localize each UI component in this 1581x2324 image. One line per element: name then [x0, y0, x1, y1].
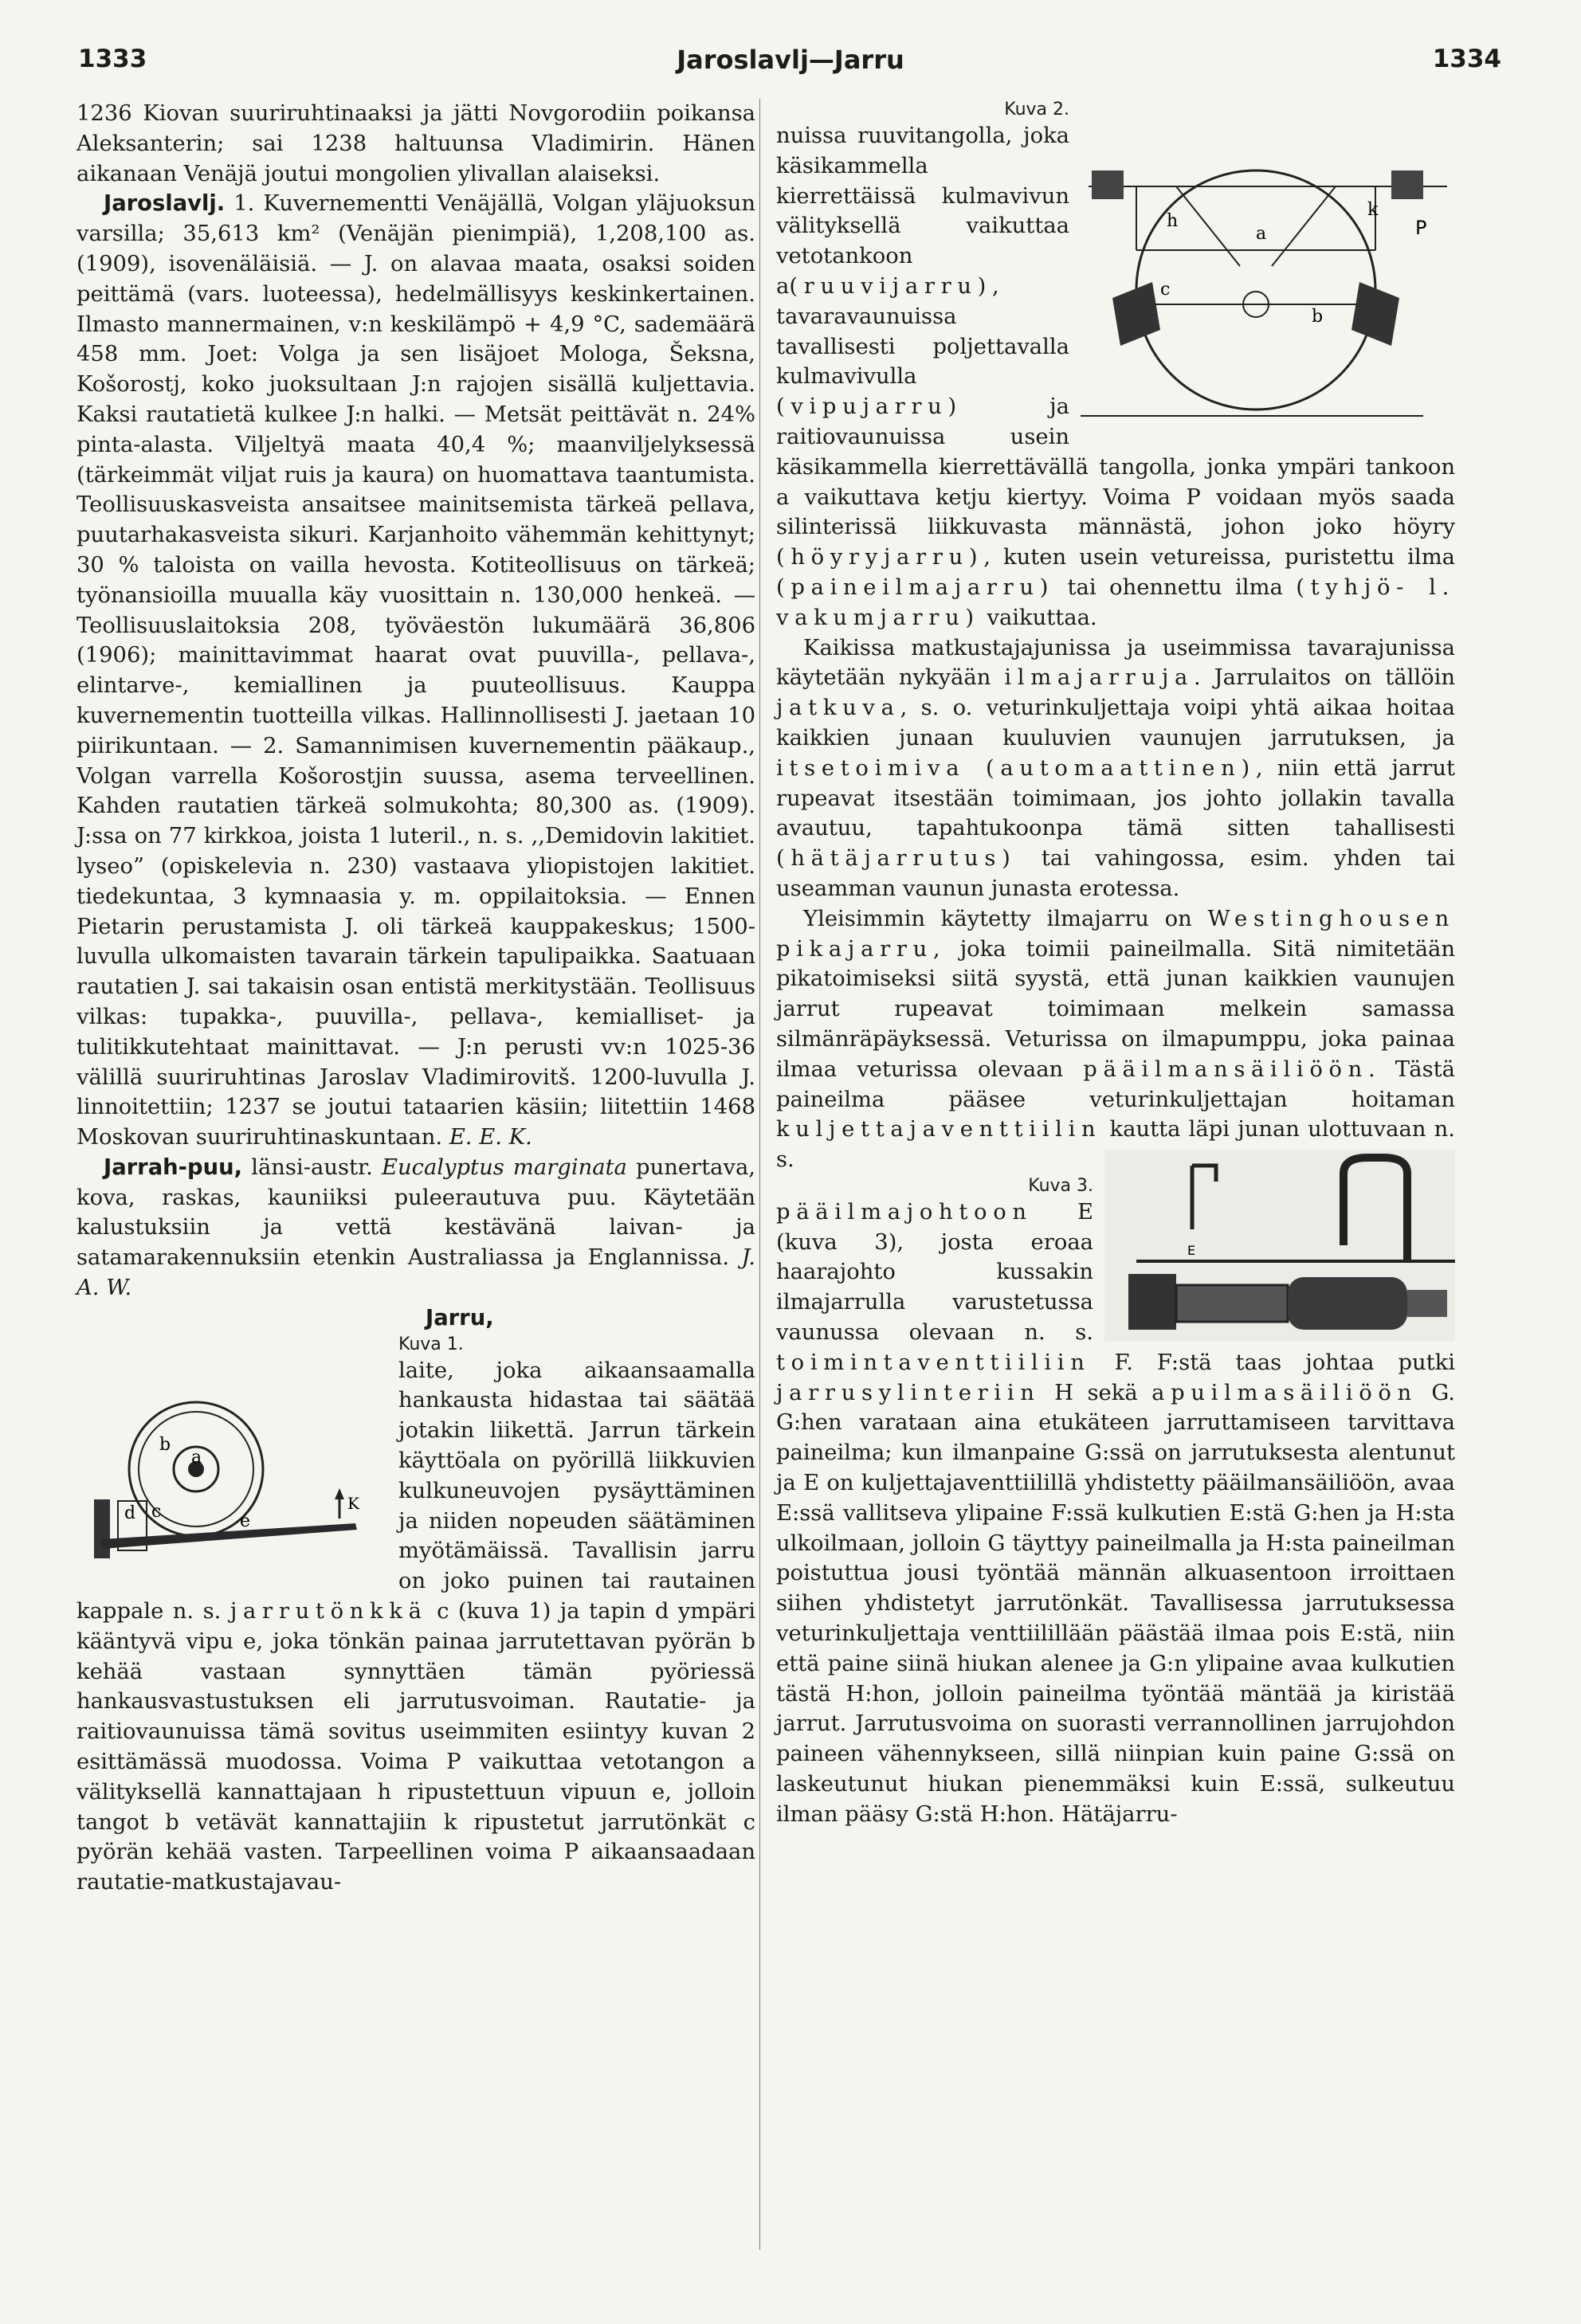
entry-text: punertava, kova, raskas, kauniiksi puleerautuva puu. Käytetään kalustuksiin ja vettä kestävänä laivan- ja satamarakennuksiin etenkin Australiassa ja Englannissa. [76, 1154, 755, 1271]
entry-text: 1. Kuvernementti Venäjällä, Volgan yläjuoksun varsilla; 35,613 km² (Venäjän pienimpiä), 1,208,100 as. (1909), isovenäläisiä. — J. on alavaa maata, osaksi soiden peittämä (vars. luoteessa), hedelmällisyys keskinkertainen. Ilmasto mannermainen, v:n keskilämpö + 4,9 °C, sademäärä 458 mm. Joet: Volga ja sen lisäjoet Mologa, Šeksna, Košorostj, koko juoksultaan J:n rajojen sisällä kuljettavia. Kaksi rautatietä kulkee J:n halki. — Metsät peittävät n. 24% pinta-alasta. Viljeltyä maata 40,4 %; maanviljelyksessä (tärkeimmät viljat ruis ja kaura) on huomattava taantumista. Teollisuuskasveista ansaitsee mainitsemista tärkeä pellava, puutarhakasveista sikuri. Karjanhoito vähemmän kehittynyt; 30 % taloista on vailla hevosta. Kotiteollisuus on tärkeä; työnansioilla muualla käy vuosittain n. 130,000 henkeä. — Teollisuuslaitoksia 208, työväestön lukumäärä 36,806 (1906); mainittavimmat haarat ovat puuvilla-, pellava-, elintarve-, kemiallinen ja puuteollisuus. Kauppa kuvernementin tuotteilla vilkas. Hallinnollisesti J. jaetaan 10 piirikuntaan. — 2. Samannimisen kuvernementin pääkaup., Volgan varrella Košorostjin suussa, asema terveellinen. Kahden rautatien tärkeä solmukohta; 80,300 as. (1909). J:ssa on 77 kirkkoa, joista 1 luteril., n. s. ,,Demidovin lakitiet. lyseo” (opiskelevia n. 230) vastaava yliopistojen lakitiet. tiedekuntaa, 3 kymnaasia y. m. oppilaitoksia. — Ennen Pietarin perustamista J. oli tärkeä kauppakeskus; 1500-luvulla ulkomaisten tavarain tärkein tapulipaikka. Saatuaan rautatien J. sai takaisin osan entistä merkitystään. Teollisuus vilkas: tupakka-, puuvilla-, pellava-, kemialliset- ja tulitikkutehtaat mainittavat. — J:n perusti vv:n 1025-36 välillä suuriruhtinas Jaroslav Vladimirovitš. 1200-luvulla J. linnoitettiin; 1237 se joutui tataarien käsiin; liitettiin 1468 Moskovan suuriruhtinaskuntaan. [76, 191, 755, 1150]
entry-text: vaikuttaa. [987, 605, 1097, 630]
label-b: b [159, 1434, 171, 1455]
term: (paineilmajarru) [776, 574, 1055, 600]
term: (hätäjarrutus) [776, 846, 1017, 872]
headword: Jarrah-puu, [104, 1154, 243, 1180]
page-header [0, 45, 1581, 84]
entry-text: , s. o. veturinkuljettaja voipi yhtä aikaa hoitaa kaikkien junaan kuuluvien vaunujen jarrutuksen, ja [776, 696, 1455, 750]
label-c: c [151, 1501, 162, 1522]
entry-text: F. F:stä taas johtaa putki [1114, 1350, 1455, 1375]
entry-text: nuissa ruuvitangolla, joka käsikammella kierrettäissä kulmavivun välityksellä vaikuttaa vetotankoon a [776, 123, 1069, 299]
label-c: c [1160, 280, 1171, 300]
figure-caption: Kuva 2. [1004, 100, 1069, 120]
right-column [776, 99, 1455, 1830]
term: pääilmansäiliöön [1083, 1056, 1368, 1082]
entry-jaroslavlj [76, 189, 755, 1153]
entry-text: länsi-austr. [251, 1154, 373, 1180]
entry-text: . Jarrulaitos on tällöin [1194, 665, 1456, 691]
term: toimintaventtiiliin [776, 1350, 1091, 1375]
entry-text: , tavaravaunuissa tavallisesti poljettavalla kulmavivulla [776, 273, 1069, 390]
term: apuilmasäiliöön [1151, 1380, 1418, 1405]
left-column [76, 99, 755, 1898]
author-signature: J. A. W. [76, 1245, 755, 1301]
term: ilmajarruja [1004, 665, 1195, 691]
label-k: k [1367, 200, 1379, 220]
page-number-right: 1334 [1432, 45, 1501, 73]
entry-text: ja raitiovaunuissa usein käsikammella kierrettävällä tangolla, jonka ympäri tankoon a vaikuttava ketju kiertyy. Voima P voidaan myös saada silinterissä liikkuvasta männästä, johon joko höyry [776, 394, 1455, 540]
label-b: b [1312, 307, 1324, 327]
term: jatkuva [776, 696, 900, 721]
page-number-left: 1333 [78, 45, 147, 73]
entry-text: H sekä [1054, 1380, 1138, 1405]
label-k: K [347, 1493, 359, 1513]
term: jarrusylinteriin [776, 1380, 1041, 1405]
figure-caption: Kuva 3. [1028, 1175, 1093, 1196]
entry-text: Yleisimmin käytetty ilmajarru on [803, 906, 1192, 931]
term: (vipujarru) [776, 394, 963, 420]
term: Westinghousen pikajarru [776, 906, 1455, 962]
entry-text: c (kuva 1) ja tapin d ympäri kääntyvä vipu e, joka tönkän painaa jarrutettavan pyörän b kehää vastaan synnyttäen tämän pyöriessä hankausvastustuksen eli jarrutusvoiman. Rautatie- ja raitiovaunuissa tämä sovitus useimmiten esiintyy kuvan 2 esittämässä muodossa. Voima P vaikuttaa vetotangon a välityksellä kannattajaan h ripustettuun vipuun e, jolloin tangot b vetävät kannattajiin k ripustetut jarrutönkät c pyörän kehää vasten. Tarpeellinen voima P aikaansaadaan rautatie-matkustajavau- [76, 1599, 756, 1895]
entry-text: , kuten usein vetureissa, puristettu ilma [983, 545, 1455, 570]
headword: Jarru, [426, 1305, 494, 1331]
entry-text: G. G:hen varataan aina etukäteen jarruttamiseen tarvittava paineilma; kun ilmanpaine G:ssä on jarrutuksesta alentunut ja E on kuljettajaventtiilillä yhdistetty pääilmansäiliöön, avaa E:ssä vallitseva ylipaine F:ssä kulkutien E:stä G:hen ja H:sta ulkoilmaan, jolloin G täyttyy paineilmalla ja H:sta paineilman poistuttua jousi työntää männän alkuasentoon irroittaen siihen yhdistetyt jarrutönkät. Tavallisessa jarrutuksessa veturinkuljettaja venttiilillään päästää ilmaa pois E:stä, niin että paine siinä hiukan alenee ja G:n ylipaine avaa kulkutien tästä H:hon, jolloin paineilma työntää mäntää ja kiristää jarrut. Jarrutusvoima on suorasti verrannollinen jarrujohdon paineen vähennykseen, sillä niinpian kuin paine G:ssä on laskeutunut hiukan pienemmäksi kuin E:ssä, sulkeutuu ilman pääsy G:stä H:hon. Hätäjarru- [776, 1380, 1455, 1827]
label-d: d [124, 1503, 136, 1523]
label-a: a [191, 1447, 202, 1468]
term: kuljettajaventtiilin [776, 1117, 1102, 1142]
entry-text: tai ohennettu ilma [1067, 574, 1283, 600]
entry-text: , joka toimii paineilmalla. Sitä nimitetään pikatoimiseksi siitä syystä, että junan kaikkien vaunujen jarrut rupeavat toimimaan melkein samassa silmänräpäyksessä. Veturissa on ilmapumppu, joka painaa ilmaa veturissa olevaan [776, 936, 1455, 1082]
paragraph [776, 633, 1455, 904]
entry-text: Kaikissa matkustajajunissa ja useimmissa tavarajunissa käytetään nykyään [776, 635, 1455, 691]
entry-jarrah [76, 1153, 755, 1303]
brake-diagram-2 [1081, 163, 1455, 433]
entry-text: , niin että jarrut rupeavat itsestään toimimaan, jos johto jollakin tavalla avautuu, tapahtukoonpa tämä sitten tahallisesti [776, 755, 1456, 841]
author-signature: E. E. K. [449, 1125, 532, 1150]
term: (höyryjarru) [776, 545, 984, 570]
figure-caption: Kuva 1. [398, 1334, 464, 1354]
entry-text: laite, joka aikaansaamalla hankausta hidastaa tai säätää jotakin liikettä. Jarrun tärkein käyttöala on pyörillä liikkuvien kulkuneuvojen pysäyttäminen ja niiden nopeuden säätäminen myötämäissä. Tavallisin jarru on joko puinen tai rautainen kappale n. s. [76, 1358, 755, 1624]
entry-text: kautta läpi junan ulottuvaan n. s. [776, 1117, 1455, 1173]
figure-2 [1081, 163, 1455, 433]
headword: Jaroslavlj. [104, 191, 226, 217]
label-a: a [1256, 224, 1267, 244]
figure-1 [76, 1399, 387, 1566]
term: (ruuvijarru) [789, 273, 993, 299]
label-e: E [1187, 1243, 1196, 1259]
term: jarrutönkkä [230, 1599, 428, 1624]
entry-text: tai vahingossa, esim. yhden tai useamman vaunun junasta erotessa. [776, 846, 1455, 901]
label-h: h [1167, 211, 1179, 231]
term: pääilmajohtoon [776, 1199, 1033, 1225]
term: itsetoimiva (automaattinen) [776, 755, 1256, 781]
running-title: Jaroslavlj—Jarru [677, 45, 904, 75]
entry-text: . Tästä paineilma pääsee veturinkuljettajan hoitaman [776, 1056, 1455, 1112]
entry-text: E (kuva 3), josta eroaa haarajohto kussakin ilmajarrulla varustetussa vaunussa olevaan n. s. [776, 1199, 1093, 1346]
paragraph: 1236 Kiovan suuriruhtinaaksi ja jätti Novgorodiin poikansa Aleksanterin; sai 1238 haltuunsa Vladimirin. Hänen aikanaan Venäjä joutui mongolien ylivallan alaiseksi. [76, 101, 755, 186]
label-p: P [1415, 217, 1427, 239]
column-rule [759, 99, 760, 2250]
brake-diagram-3 [1104, 1150, 1455, 1341]
term: (tyhjö- l. vakumjarru) [776, 574, 1455, 630]
label-e: e [240, 1511, 251, 1531]
brake-diagram-1 [76, 1399, 387, 1566]
figure-3 [1104, 1150, 1455, 1341]
latin-name: Eucalyptus marginata [381, 1154, 627, 1180]
